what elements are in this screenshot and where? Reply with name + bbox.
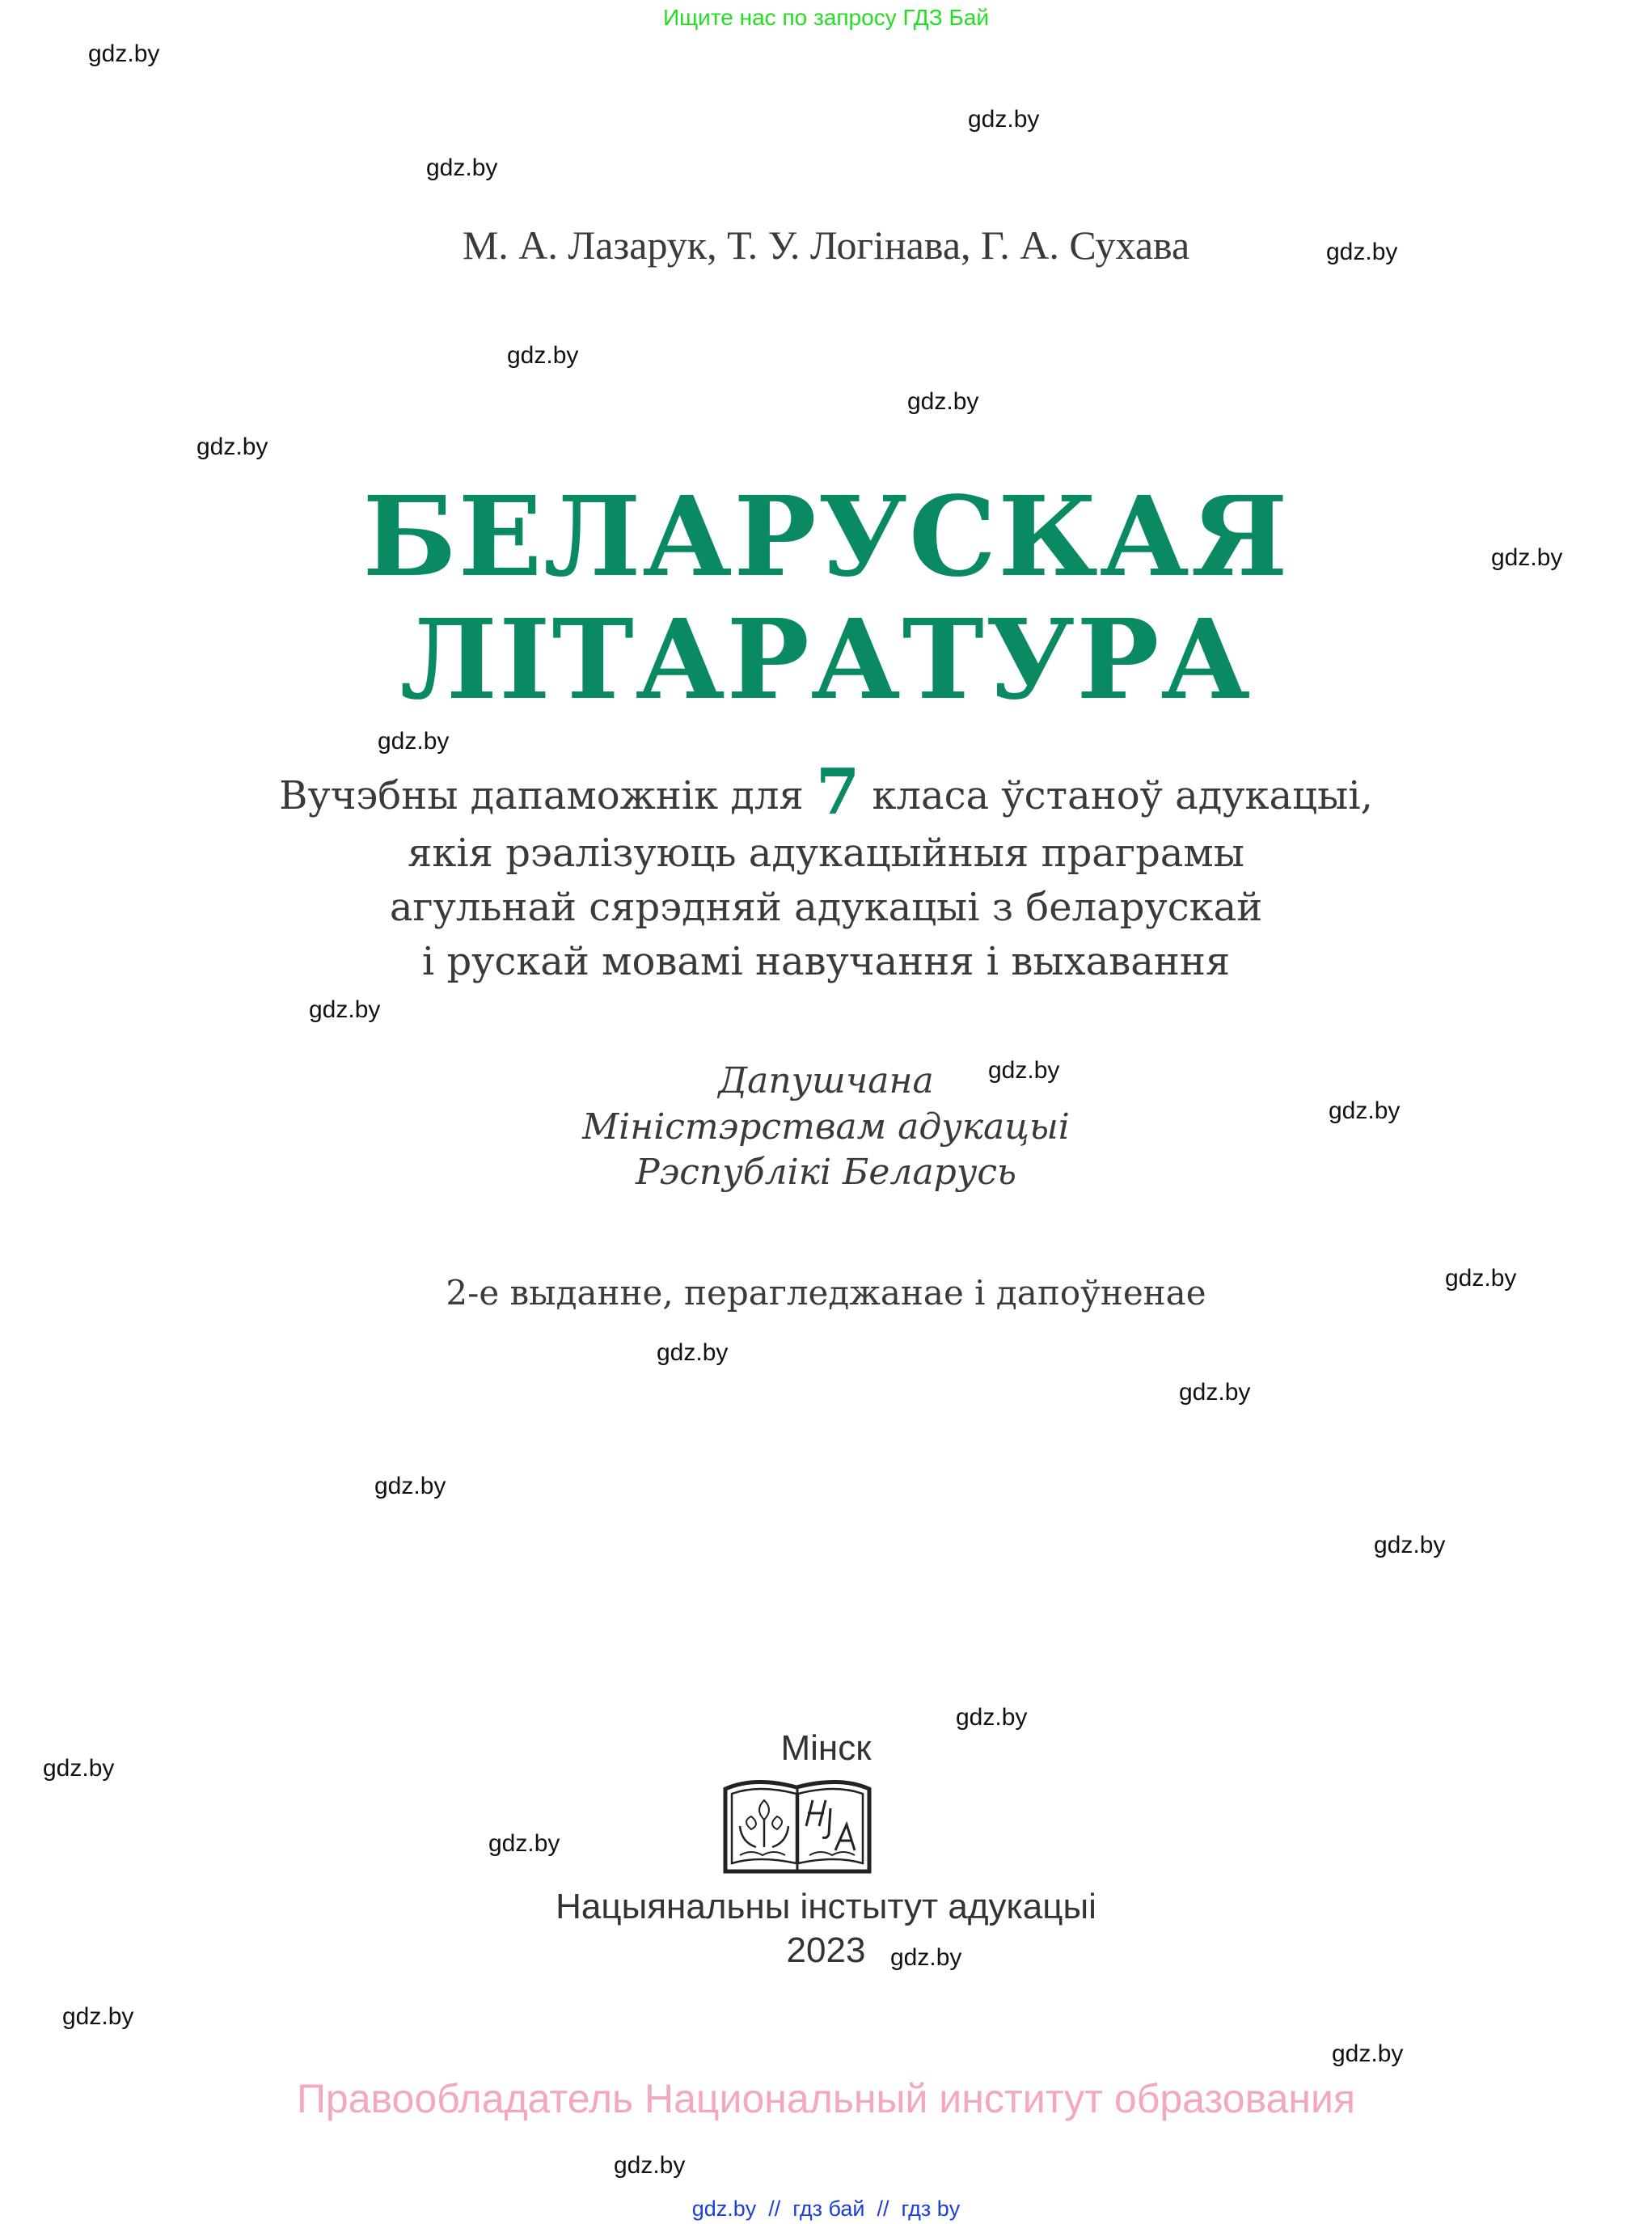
watermark-text: gdz.by <box>1491 544 1563 571</box>
approval-line-1: Дапушчана <box>718 1060 934 1101</box>
watermark-text: gdz.by <box>1329 1097 1401 1124</box>
watermark-text: gdz.by <box>968 106 1040 133</box>
subtitle-line-3: агульнай сярэдняй адукацыі з беларускай <box>389 885 1263 930</box>
watermark-text: gdz.by <box>1374 1532 1446 1558</box>
grade-number: 7 <box>816 755 860 829</box>
watermark-text: gdz.by <box>1179 1379 1251 1406</box>
city: Мінск <box>780 1728 872 1768</box>
search-banner: Ищите нас по запросу ГДЗ Бай <box>662 5 990 30</box>
approval-line-2: Міністэрствам адукацыі <box>582 1106 1070 1148</box>
subtitle-text: класа ўстаноў адукацыі, <box>860 773 1373 818</box>
watermark-text: gdz.by <box>614 2152 686 2179</box>
watermark-text: gdz.by <box>1326 239 1398 265</box>
watermark-text: gdz.by <box>378 728 450 755</box>
publication-year: 2023 <box>786 1930 866 1970</box>
publisher-name: Нацыянальны інстытут адукацыі <box>556 1887 1096 1926</box>
watermark-text: gdz.by <box>488 1830 560 1857</box>
watermark-text: gdz.by <box>62 2003 134 2030</box>
watermark-text: gdz.by <box>657 1339 729 1366</box>
book-title-line-2: ЛІТАРАТУРА <box>399 595 1253 725</box>
watermark-text: gdz.by <box>956 1704 1028 1731</box>
subtitle-line-4: і рускай мовамі навучання і выхавання <box>421 939 1231 984</box>
approval-line-3: Рэспублікі Беларусь <box>636 1152 1016 1193</box>
watermark-text: gdz.by <box>196 433 268 460</box>
watermark-text: gdz.by <box>988 1057 1060 1084</box>
watermark-text: gdz.by <box>1332 2040 1404 2067</box>
watermark-text: gdz.by <box>374 1473 446 1499</box>
subtitle-text: Вучэбны дапаможнік для <box>279 773 817 818</box>
watermark-text: gdz.by <box>907 388 979 415</box>
authors: М. А. Лазарук, Т. У. Логінава, Г. А. Сухава <box>462 222 1190 268</box>
watermark-text: gdz.by <box>88 40 160 67</box>
publisher-logo-icon <box>722 1776 872 1878</box>
edition: 2-е выданне, перагледжанае і дапоўненае <box>446 1273 1206 1313</box>
watermark-text: gdz.by <box>309 996 381 1023</box>
watermark-text: gdz.by <box>43 1755 115 1782</box>
subtitle-line-2: якія рэалізуюць адукацыйныя праграмы <box>408 831 1244 876</box>
footer-links[interactable]: gdz.by // гдз бай // гдз by <box>691 2197 961 2221</box>
watermark-text: gdz.by <box>507 342 579 369</box>
copyright-holder: Правообладатель Национальный институт образования <box>296 2076 1356 2121</box>
subtitle-line-1 <box>0 755 1652 829</box>
watermark-text: gdz.by <box>1445 1265 1517 1292</box>
watermark-text: gdz.by <box>426 154 498 181</box>
book-title-line-1: БЕЛАРУСКАЯ <box>362 472 1290 602</box>
watermark-text: gdz.by <box>890 1944 962 1971</box>
